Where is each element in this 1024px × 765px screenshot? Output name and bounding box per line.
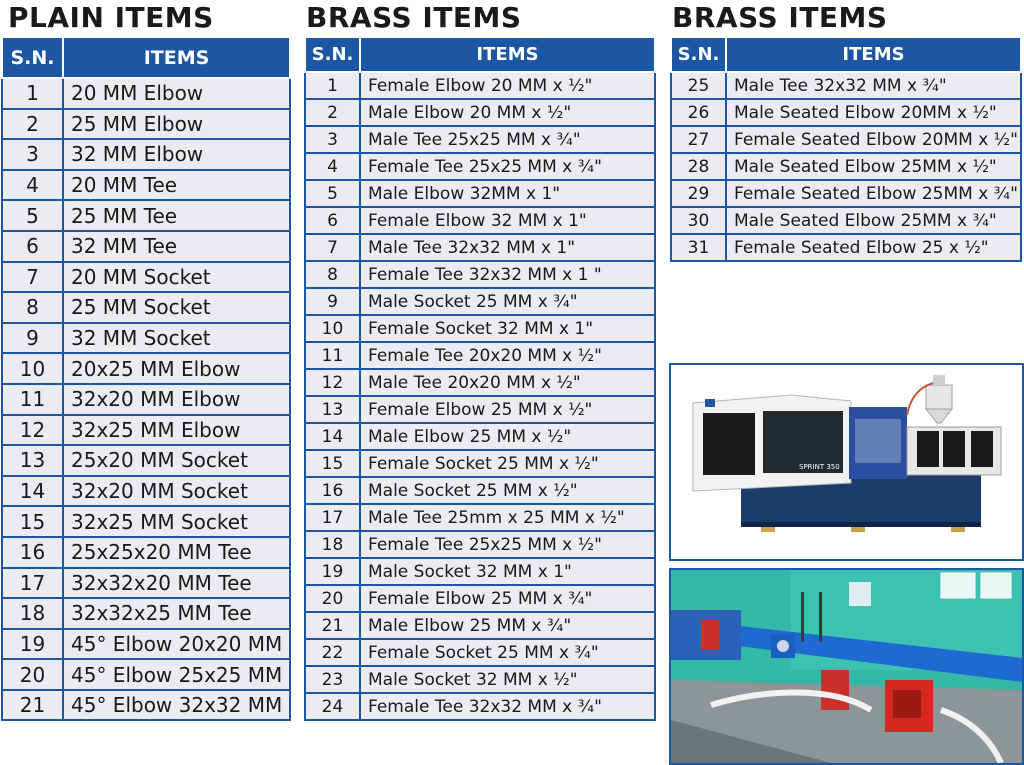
table-row [2, 690, 290, 721]
row-item: 25x20 MM Socket [63, 445, 290, 476]
row-item: Female Elbow 32 MM x 1" [360, 207, 655, 234]
table-row [305, 450, 655, 477]
table-row [671, 234, 1021, 261]
table-row [2, 476, 290, 507]
row-item: Male Tee 20x20 MM x ½" [360, 369, 655, 396]
row-sn: 4 [2, 170, 63, 201]
table-row [305, 261, 655, 288]
row-item: Male Socket 32 MM x 1" [360, 558, 655, 585]
row-sn: 21 [305, 612, 360, 639]
sn-header: S.N. [305, 37, 360, 72]
row-sn: 29 [671, 180, 726, 207]
row-sn: 10 [2, 353, 63, 384]
row-sn: 7 [2, 262, 63, 293]
table-row [305, 396, 655, 423]
row-item: 32x25 MM Elbow [63, 415, 290, 446]
row-sn: 22 [305, 639, 360, 666]
row-sn: 10 [305, 315, 360, 342]
row-item: Male Socket 25 MM x ¾" [360, 288, 655, 315]
table-row [2, 78, 290, 109]
row-sn: 18 [305, 531, 360, 558]
row-item: Female Tee 32x32 MM x ¾" [360, 693, 655, 720]
row-item: Female Socket 25 MM x ¾" [360, 639, 655, 666]
row-sn: 8 [2, 292, 63, 323]
row-item: Male Tee 25mm x 25 MM x ½" [360, 504, 655, 531]
items-header: ITEMS [726, 37, 1021, 72]
row-item: 45° Elbow 20x20 MM [63, 629, 290, 660]
row-sn: 31 [671, 234, 726, 261]
table-row [671, 153, 1021, 180]
row-item: Female Tee 25x25 MM x ½" [360, 531, 655, 558]
table-row [2, 231, 290, 262]
table-row [2, 139, 290, 170]
injection-molding-machine-photo [669, 363, 1024, 561]
plain-items-table [1, 36, 291, 721]
row-item: Male Elbow 32MM x 1" [360, 180, 655, 207]
row-sn: 16 [305, 477, 360, 504]
row-item: Male Tee 32x32 MM x ¾" [726, 72, 1021, 99]
row-sn: 6 [305, 207, 360, 234]
machine-label: SPRINT 350 [799, 463, 840, 471]
table-row [671, 72, 1021, 99]
table-header-row [671, 37, 1021, 72]
table-row [305, 99, 655, 126]
table-row [305, 234, 655, 261]
row-sn: 17 [2, 568, 63, 599]
row-sn: 14 [305, 423, 360, 450]
row-item: 25x25x20 MM Tee [63, 537, 290, 568]
table-row [2, 568, 290, 599]
plain-items-title: PLAIN ITEMS [8, 1, 214, 34]
table-row [671, 126, 1021, 153]
items-header: ITEMS [360, 37, 655, 72]
row-sn: 23 [305, 666, 360, 693]
row-sn: 3 [305, 126, 360, 153]
row-sn: 25 [671, 72, 726, 99]
machine-illustration [671, 365, 1022, 559]
table-row [2, 659, 290, 690]
row-sn: 16 [2, 537, 63, 568]
table-row [305, 477, 655, 504]
row-item: 32x32x25 MM Tee [63, 598, 290, 629]
row-sn: 14 [2, 476, 63, 507]
row-item: Male Elbow 25 MM x ¾" [360, 612, 655, 639]
factory-floor-photo [669, 568, 1024, 765]
row-item: Male Elbow 25 MM x ½" [360, 423, 655, 450]
row-item: Male Tee 32x32 MM x 1" [360, 234, 655, 261]
row-item: 25 MM Tee [63, 200, 290, 231]
row-item: Female Seated Elbow 25MM x ¾" [726, 180, 1021, 207]
row-sn: 5 [2, 200, 63, 231]
items-header: ITEMS [63, 37, 290, 78]
row-item: Female Elbow 25 MM x ½" [360, 396, 655, 423]
row-item: 20 MM Tee [63, 170, 290, 201]
factory-illustration [671, 570, 1022, 763]
row-sn: 21 [2, 690, 63, 721]
row-item: Female Tee 25x25 MM x ¾" [360, 153, 655, 180]
row-sn: 17 [305, 504, 360, 531]
table-header-row [2, 37, 290, 78]
row-sn: 13 [2, 445, 63, 476]
row-sn: 15 [2, 506, 63, 537]
table-row [305, 423, 655, 450]
row-item: Male Seated Elbow 25MM x ¾" [726, 207, 1021, 234]
row-sn: 20 [305, 585, 360, 612]
row-sn: 11 [305, 342, 360, 369]
row-sn: 27 [671, 126, 726, 153]
table-row [2, 598, 290, 629]
row-item: 32 MM Tee [63, 231, 290, 262]
table-row [671, 99, 1021, 126]
row-item: 20 MM Socket [63, 262, 290, 293]
row-item: Female Elbow 25 MM x ¾" [360, 585, 655, 612]
row-sn: 9 [305, 288, 360, 315]
row-sn: 2 [2, 109, 63, 140]
row-item: 32x20 MM Socket [63, 476, 290, 507]
row-sn: 30 [671, 207, 726, 234]
row-item: 32x25 MM Socket [63, 506, 290, 537]
row-sn: 19 [305, 558, 360, 585]
table-row [305, 666, 655, 693]
row-sn: 12 [305, 369, 360, 396]
table-row [305, 612, 655, 639]
row-item: Female Tee 20x20 MM x ½" [360, 342, 655, 369]
row-sn: 28 [671, 153, 726, 180]
row-sn: 13 [305, 396, 360, 423]
row-sn: 11 [2, 384, 63, 415]
table-row [2, 109, 290, 140]
row-item: 45° Elbow 32x32 MM [63, 690, 290, 721]
row-item: Male Tee 25x25 MM x ¾" [360, 126, 655, 153]
table-row [2, 384, 290, 415]
row-item: 32x20 MM Elbow [63, 384, 290, 415]
brass-items-title: BRASS ITEMS [306, 1, 522, 34]
table-row [2, 323, 290, 354]
row-item: Female Seated Elbow 25 x ½" [726, 234, 1021, 261]
row-item: 25 MM Socket [63, 292, 290, 323]
row-item: 32x32x20 MM Tee [63, 568, 290, 599]
table-row [305, 639, 655, 666]
table-row [305, 342, 655, 369]
table-row [305, 504, 655, 531]
table-row [2, 353, 290, 384]
table-row [305, 126, 655, 153]
row-sn: 3 [2, 139, 63, 170]
brass-items-table-2 [670, 36, 1022, 262]
row-sn: 15 [305, 450, 360, 477]
row-item: 20 MM Elbow [63, 78, 290, 109]
row-item: 20x25 MM Elbow [63, 353, 290, 384]
table-row [305, 153, 655, 180]
row-item: Male Seated Elbow 20MM x ½" [726, 99, 1021, 126]
brass-items-table-1 [304, 36, 656, 721]
row-item: Female Socket 25 MM x ½" [360, 450, 655, 477]
row-item: Male Socket 25 MM x ½" [360, 477, 655, 504]
table-row [305, 558, 655, 585]
table-row [2, 506, 290, 537]
table-header-row [305, 37, 655, 72]
row-sn: 12 [2, 415, 63, 446]
row-sn: 7 [305, 234, 360, 261]
row-item: Female Seated Elbow 20MM x ½" [726, 126, 1021, 153]
row-item: Female Elbow 20 MM x ½" [360, 72, 655, 99]
row-item: Female Socket 32 MM x 1" [360, 315, 655, 342]
row-item: Male Elbow 20 MM x ½" [360, 99, 655, 126]
row-item: Female Tee 32x32 MM x 1 " [360, 261, 655, 288]
sn-header: S.N. [671, 37, 726, 72]
row-item: 25 MM Elbow [63, 109, 290, 140]
table-row [305, 180, 655, 207]
row-sn: 2 [305, 99, 360, 126]
row-sn: 9 [2, 323, 63, 354]
table-row [305, 585, 655, 612]
table-row [2, 262, 290, 293]
row-sn: 24 [305, 693, 360, 720]
row-sn: 26 [671, 99, 726, 126]
table-row [305, 72, 655, 99]
table-row [305, 531, 655, 558]
row-sn: 1 [2, 78, 63, 109]
table-row [305, 693, 655, 720]
row-sn: 19 [2, 629, 63, 660]
table-row [2, 200, 290, 231]
row-item: 45° Elbow 25x25 MM [63, 659, 290, 690]
table-row [2, 445, 290, 476]
table-row [2, 537, 290, 568]
row-item: 32 MM Elbow [63, 139, 290, 170]
table-row [671, 207, 1021, 234]
table-row [2, 170, 290, 201]
row-sn: 18 [2, 598, 63, 629]
brass-items-title-2: BRASS ITEMS [672, 1, 888, 34]
table-row [2, 415, 290, 446]
row-item: 32 MM Socket [63, 323, 290, 354]
row-sn: 6 [2, 231, 63, 262]
table-row [305, 288, 655, 315]
row-item: Male Socket 32 MM x ½" [360, 666, 655, 693]
table-row [671, 180, 1021, 207]
row-item: Male Seated Elbow 25MM x ½" [726, 153, 1021, 180]
table-row [305, 207, 655, 234]
row-sn: 1 [305, 72, 360, 99]
table-row [305, 315, 655, 342]
table-row [2, 292, 290, 323]
table-row [305, 369, 655, 396]
row-sn: 5 [305, 180, 360, 207]
table-row [2, 629, 290, 660]
row-sn: 4 [305, 153, 360, 180]
row-sn: 20 [2, 659, 63, 690]
sn-header: S.N. [2, 37, 63, 78]
row-sn: 8 [305, 261, 360, 288]
